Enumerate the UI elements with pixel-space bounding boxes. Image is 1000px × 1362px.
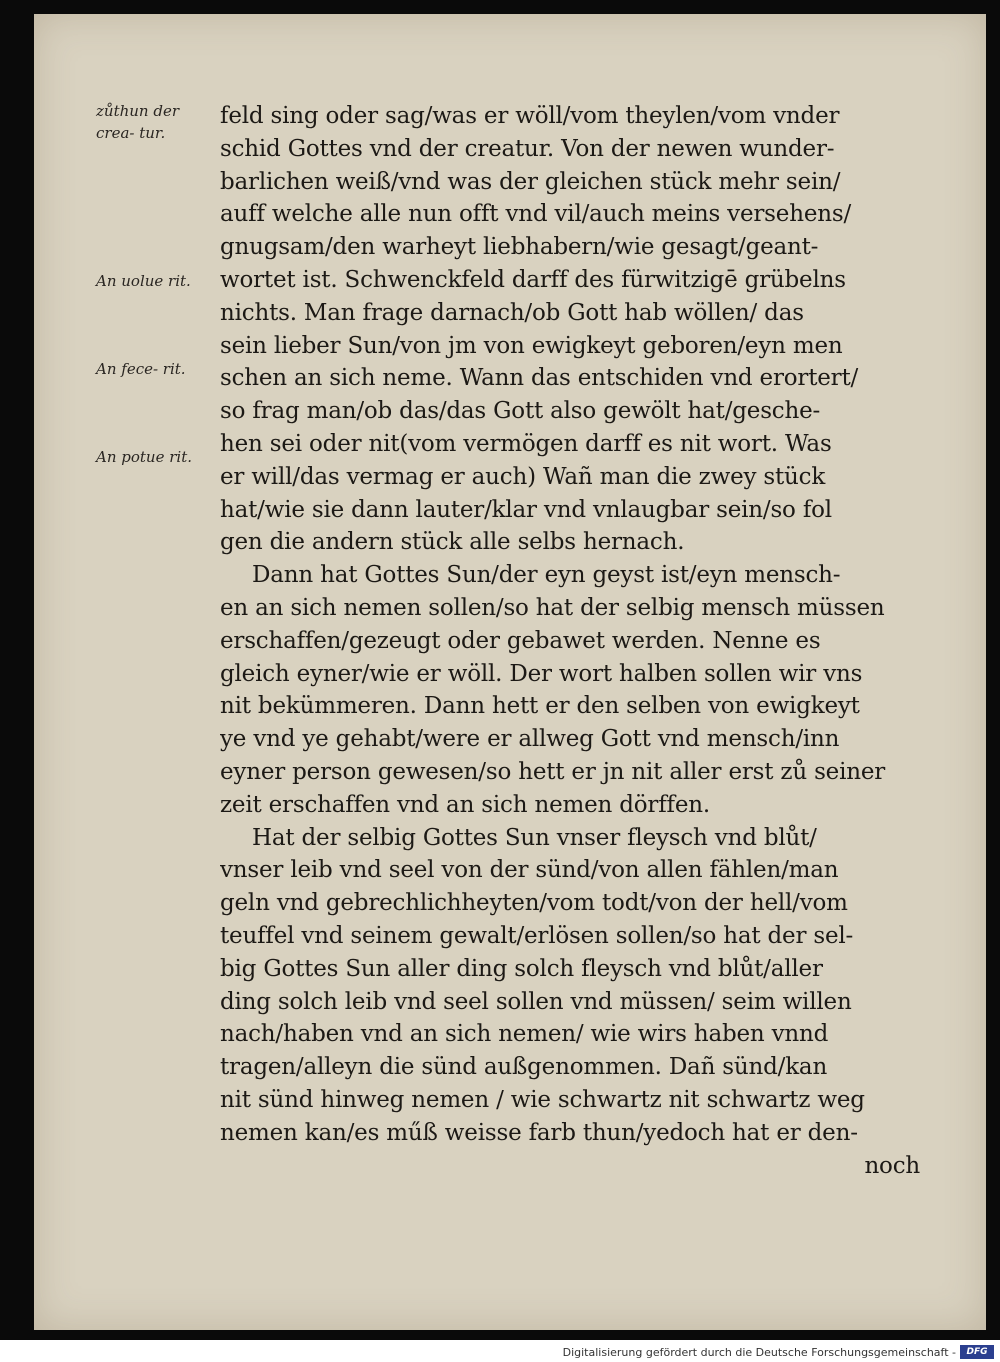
- text-line: so frag man/ob das/das Gott also gewölt hat/gesche-: [220, 398, 821, 425]
- page-body-text: [220, 100, 920, 1182]
- text-line: ye vnd ye gehabt/were er allweg Gott vnd mensch/inn: [220, 726, 840, 753]
- text-line: big Gottes Sun aller ding solch fleysch vnd blůt/aller: [220, 955, 823, 982]
- dfg-logo-icon: DFG: [960, 1345, 994, 1359]
- text-line: eyner person gewesen/so hett er jn nit aller erst zů seiner: [220, 758, 886, 785]
- text-line: er will/das vermag er auch) Wañ man die zwey stück: [220, 463, 826, 490]
- marginal-note: zůthun der crea- tur.: [96, 102, 179, 142]
- catchword: noch: [864, 1152, 920, 1179]
- text-line: gleich eyner/wie er wöll. Der wort halben sollen wir vns: [220, 660, 863, 687]
- marginal-note: An potue rit.: [96, 448, 192, 466]
- text-line: erschaffen/gezeugt oder gebawet werden. Nenne es: [220, 627, 821, 654]
- digitization-footer: [0, 1342, 1000, 1362]
- text-line: hen sei oder nit(vom vermögen darff es nit wort. Was: [220, 430, 832, 457]
- text-line: gnugsam/den warheyt liebhabern/wie gesagt/geant-: [220, 234, 819, 261]
- text-line: sein lieber Sun/von jm von ewigkeyt geboren/eyn men: [220, 332, 843, 359]
- text-line: gen die andern stück alle selbs hernach.: [220, 529, 685, 556]
- text-line: en an sich nemen sollen/so hat der selbig mensch müssen: [220, 594, 885, 621]
- text-line: schen an sich neme. Wann das entschiden vnd erortert/: [220, 365, 859, 392]
- text-line: feld sing oder sag/was er wöll/vom theylen/vom vnder: [220, 103, 840, 129]
- text-line: nach/haben vnd an sich nemen/ wie wirs haben vnnd: [220, 1021, 829, 1048]
- text-line: hat/wie sie dann lauter/klar vnd vnlaugbar sein/so fol: [220, 496, 832, 523]
- text-line: schid Gottes vnd der creatur. Von der newen wunder-: [220, 135, 835, 162]
- text-line: auff welche alle nun offt vnd vil/auch meins versehens/: [220, 201, 851, 228]
- marginal-note: An fece- rit.: [96, 360, 186, 378]
- text-line: vnser leib vnd seel von der sünd/von allen fählen/man: [220, 857, 839, 884]
- text-line: ding solch leib vnd seel sollen vnd müssen/ seim willen: [220, 988, 852, 1015]
- text-line: wortet ist. Schwenckfeld darff des fürwitzigē grübelns: [220, 266, 846, 293]
- text-line: nit sünd hinweg nemen / wie schwartz nit schwartz weg: [220, 1086, 865, 1113]
- text-line: teuffel vnd seinem gewalt/erlösen sollen/so hat der sel-: [220, 922, 854, 949]
- text-line: nemen kan/es műß weisse farb thun/yedoch hat er den-: [220, 1119, 858, 1146]
- text-line: zeit erschaffen vnd an sich nemen dörffen.: [220, 791, 710, 818]
- text-line: nit bekümmeren. Dann hett er den selben von ewigkeyt: [220, 693, 860, 720]
- text-line: tragen/alleyn die sünd außgenommen. Dañ sünd/kan: [220, 1054, 828, 1081]
- marginal-note: An uolue rit.: [96, 272, 191, 290]
- text-line: geln vnd gebrechlichheyten/vom todt/von der hell/vom: [220, 890, 848, 917]
- funding-notice: Digitalisierung gefördert durch die Deutsche Forschungsgemeinschaft -: [562, 1346, 956, 1359]
- text-line: barlichen weiß/vnd was der gleichen stück mehr sein/: [220, 168, 841, 195]
- text-line: nichts. Man frage darnach/ob Gott hab wöllen/ das: [220, 299, 804, 326]
- paragraph-start-line: Hat der selbig Gottes Sun vnser fleysch vnd blůt/: [252, 824, 817, 851]
- paragraph-start-line: Dann hat Gottes Sun/der eyn geyst ist/eyn mensch-: [252, 562, 841, 589]
